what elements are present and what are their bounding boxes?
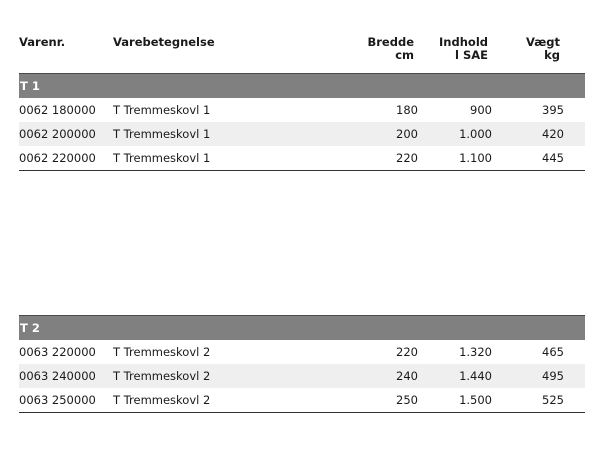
- cell-varenr: 0063 250000: [19, 393, 96, 407]
- table-row: [19, 146, 585, 170]
- cell-bredde: 250: [396, 393, 418, 407]
- table-header: [0, 36, 600, 70]
- cell-bredde: 240: [396, 369, 418, 383]
- column-header-varebetegnelse: Varebetegnelse: [113, 35, 215, 49]
- cell-bredde: 220: [396, 151, 418, 165]
- cell-varenr: 0063 220000: [19, 345, 96, 359]
- cell-indhold: 1.320: [459, 345, 492, 359]
- cell-vaegt: 420: [542, 127, 564, 141]
- column-header-varenr: Varenr.: [19, 35, 66, 49]
- table-row: [19, 122, 585, 146]
- section-divider: [19, 412, 585, 413]
- cell-bredde: 200: [396, 127, 418, 141]
- column-header-indhold: [439, 36, 488, 62]
- cell-vaegt: 465: [542, 345, 564, 359]
- column-header-bredde-label: Bredde: [367, 35, 414, 49]
- table-row: [19, 98, 585, 122]
- cell-vaegt: 495: [542, 369, 564, 383]
- cell-varebetegnelse: T Tremmeskovl 2: [113, 345, 211, 359]
- cell-varebetegnelse: T Tremmeskovl 1: [113, 103, 211, 117]
- cell-indhold: 1.000: [459, 127, 492, 141]
- section-divider: [19, 170, 585, 171]
- cell-varenr: 0063 240000: [19, 369, 96, 383]
- cell-varenr: 0062 220000: [19, 151, 96, 165]
- column-header-vaegt: [526, 36, 560, 62]
- column-header-indhold-label: Indhold: [439, 35, 488, 49]
- cell-varebetegnelse: T Tremmeskovl 1: [113, 151, 211, 165]
- column-header-vaegt-label: Vægt: [525, 35, 560, 49]
- cell-bredde: 180: [396, 103, 418, 117]
- cell-varenr: 0062 180000: [19, 103, 96, 117]
- cell-varenr: 0062 200000: [19, 127, 96, 141]
- section-title-bar: T 1: [19, 73, 585, 98]
- section-title-bar: T 2: [19, 315, 585, 340]
- section-t2: [19, 315, 585, 413]
- cell-vaegt: 525: [542, 393, 564, 407]
- cell-varebetegnelse: T Tremmeskovl 2: [113, 393, 211, 407]
- cell-indhold: 1.500: [459, 393, 492, 407]
- cell-bredde: 220: [396, 345, 418, 359]
- cell-varebetegnelse: T Tremmeskovl 1: [113, 127, 211, 141]
- cell-indhold: 900: [470, 103, 492, 117]
- cell-indhold: 1.100: [459, 151, 492, 165]
- column-header-indhold-unit: l SAE: [455, 48, 488, 62]
- column-header-vaegt-unit: kg: [544, 48, 560, 62]
- section-t1: [19, 73, 585, 171]
- cell-vaegt: 395: [542, 103, 564, 117]
- column-header-bredde-unit: cm: [395, 48, 414, 62]
- column-header-bredde: [368, 36, 415, 62]
- table-row: [19, 340, 585, 364]
- table-row: [19, 364, 585, 388]
- cell-vaegt: 445: [542, 151, 564, 165]
- cell-indhold: 1.440: [459, 369, 492, 383]
- table-row: [19, 388, 585, 412]
- cell-varebetegnelse: T Tremmeskovl 2: [113, 369, 211, 383]
